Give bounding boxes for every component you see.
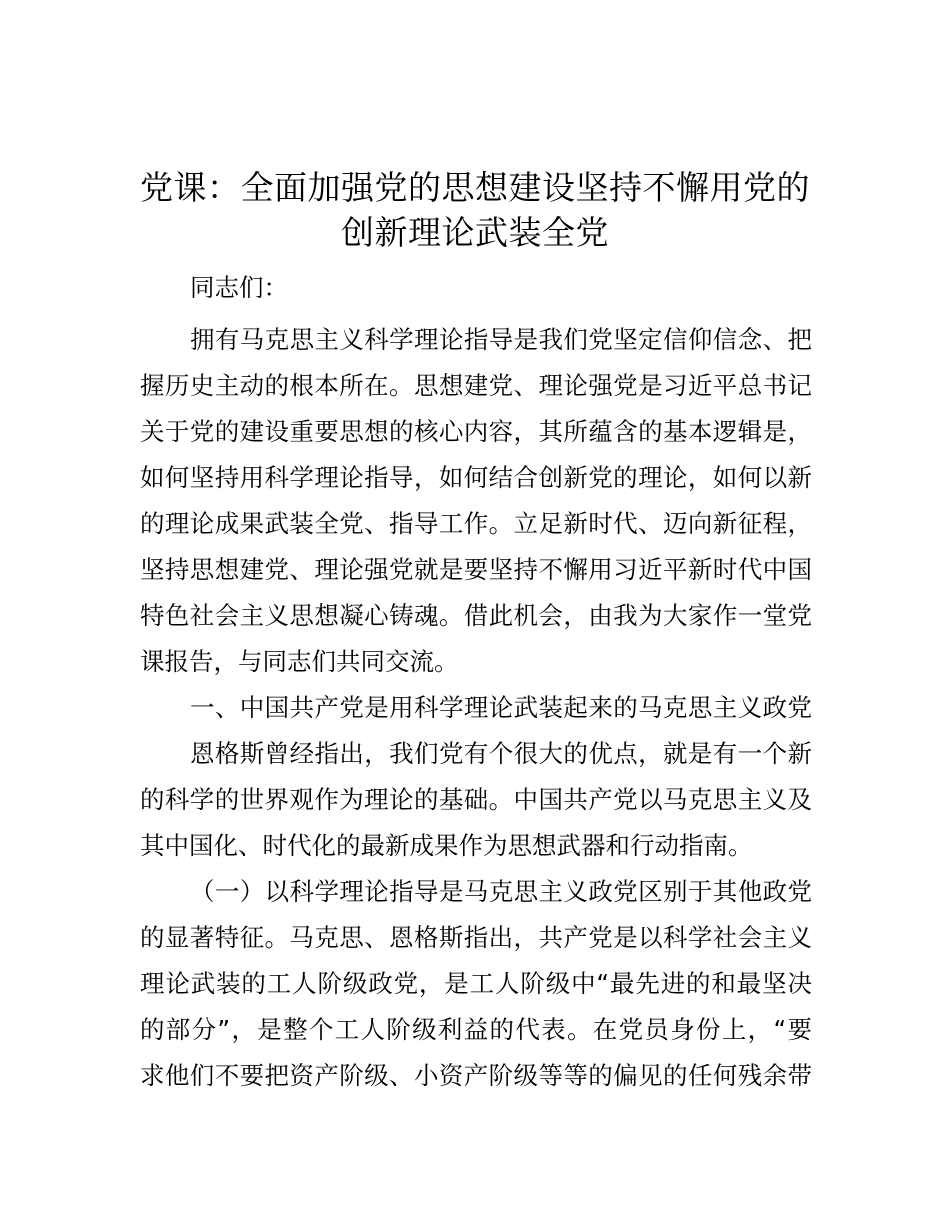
paragraph-1-line: 拥有马克思主义科学理论指导是我们党坚定信仰信念、把 [190, 325, 812, 354]
document-title-line-2: 创新理论武装全党 [341, 213, 609, 252]
section-heading-1: 一、中国共产党是用科学理论武装起来的马克思主义政党 [190, 693, 812, 722]
paragraph-1-line: 特色社会主义思想凝心铸魂。借此机会，由我为大家作一堂党 [140, 601, 812, 630]
paragraph-1-line: 关于党的建设重要思想的核心内容，其所蕴含的基本逻辑是， [140, 417, 812, 446]
paragraph-3-line: 的显著特征。马克思、恩格斯指出，共产党是以科学社会主义 [140, 923, 812, 952]
paragraph-2-line: 恩格斯曾经指出，我们党有个很大的优点，就是有一个新 [190, 739, 812, 768]
paragraph-2-line: 的科学的世界观作为理论的基础。中国共产党以马克思主义及 [140, 785, 812, 814]
paragraph-3-line: 理论武装的工人阶级政党，是工人阶级中“最先进的和最坚决 [140, 969, 812, 998]
paragraph-1-line: 的理论成果武装全党、指导工作。立足新时代、迈向新征程， [140, 509, 812, 538]
paragraph-1-line: 课报告，与同志们共同交流。 [140, 647, 459, 676]
paragraph-1-line: 握历史主动的根本所在。思想建党、理论强党是习近平总书记 [140, 371, 812, 400]
salutation: 同志们： [190, 273, 288, 302]
document-title-line-1: 党课：全面加强党的思想建设坚持不懈用党的 [140, 168, 810, 207]
paragraph-3-line: （一）以科学理论指导是马克思主义政党区别于其他政党 [190, 877, 812, 906]
paragraph-3-line: 求他们不要把资产阶级、小资产阶级等等的偏见的任何残余带 [140, 1061, 812, 1090]
paragraph-2-line: 其中国化、时代化的最新成果作为思想武器和行动指南。 [140, 831, 753, 860]
paragraph-3-line: 的部分”，是整个工人阶级利益的代表。在党员身份上，“要 [140, 1015, 812, 1044]
paragraph-1-line: 坚持思想建党、理论强党就是要坚持不懈用习近平新时代中国 [140, 555, 812, 584]
paragraph-1-line: 如何坚持用科学理论指导，如何结合创新党的理论，如何以新 [140, 463, 812, 492]
